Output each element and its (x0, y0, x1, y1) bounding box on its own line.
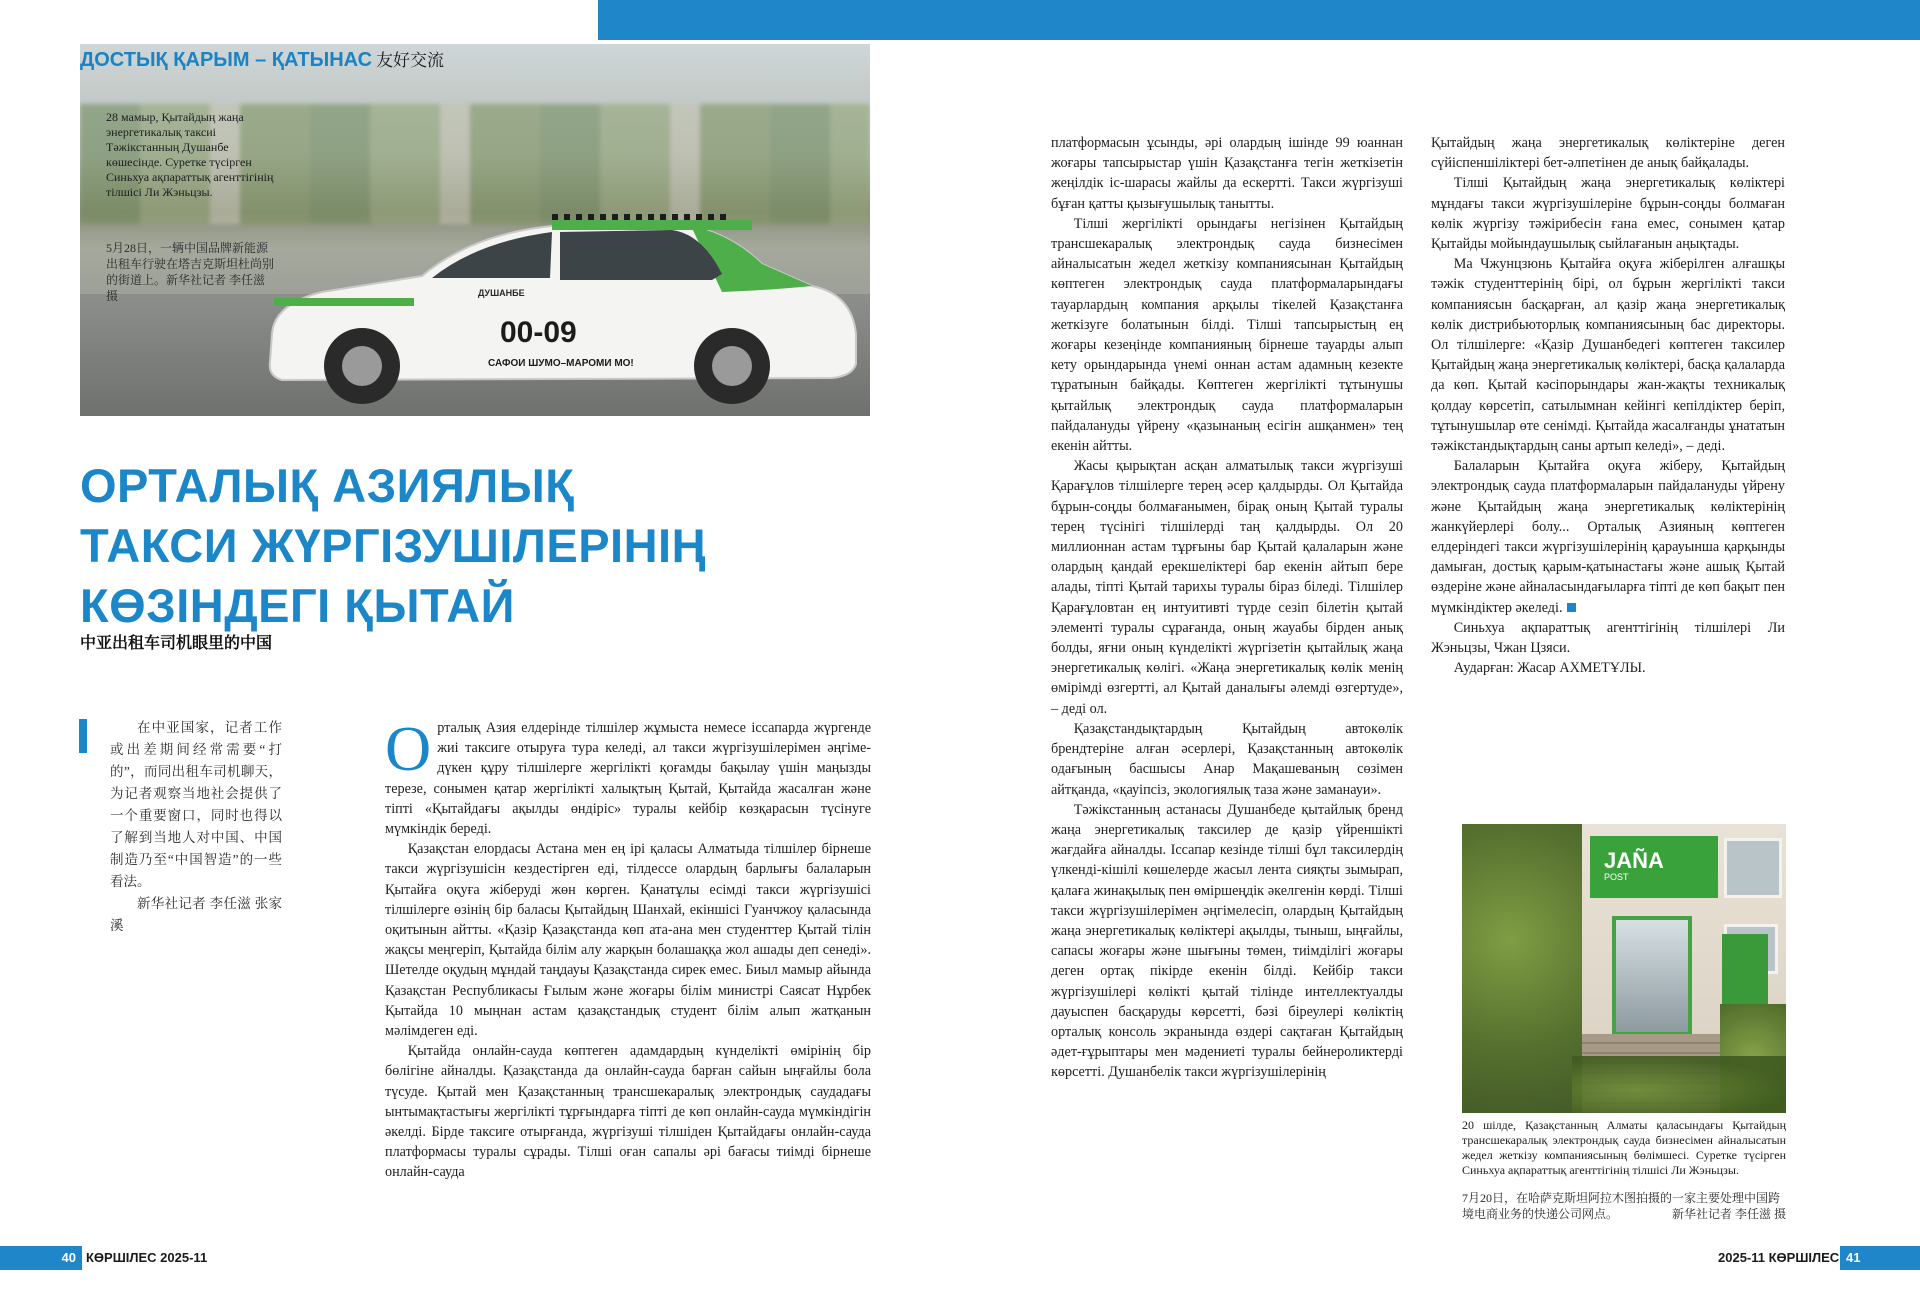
taxi-car-illustration (252, 194, 862, 409)
photo-tree-left (1462, 824, 1582, 1113)
paragraph: Тілші жергілікті орындағы негізінен Қытайдың трансшекаралық электрондық сауда бизнесімен айналысатын жедел жеткізу компаниясынан Қытайдың көптеген электрондық сауда платформаларындағы тауарлардың компания арқылы тікелей Қазақстанға жеткізуге болатынын білді. Тілші тапсырыстың ең жоғары кезеңінде компанияның бірнеше тауарды алып кету орындарында үнемі оннан астам адамның кезекте тұратынын байқады. Көптеген жергілікті тұтынушы қытайлық электрондық сауда платформаларын пайдалануды үйрену «қазынаның есігін ашқанмен» тең екенін айтты. (1051, 215, 1403, 455)
article-column-2 (1051, 133, 1403, 1083)
hero-caption-cn: 5月28日，一辆中国品牌新能源出租车行驶在塔吉克斯坦杜尚别的街道上。新华社记者 李任滋 摄 (106, 241, 275, 303)
photo-door (1612, 916, 1692, 1036)
top-accent-bar (598, 0, 1920, 40)
article-column-3 (1431, 133, 1785, 678)
car-phone-number: 00-09 (500, 316, 577, 349)
page-number-left: 40 (0, 1246, 82, 1270)
paragraph: платформасын ұсынды, әрі олардың ішінде 99 юаннан жоғары тапсырыстар үшін Қазақстанға тегін жеткізетін жеңілдік іс-шарасы жайлы да ескертті. Такси жүргізуші бұған қатты қызығушылық танытты. (1051, 135, 1403, 212)
footer-right-text: 2025-11 КӨРШІЛЕС (1718, 1250, 1840, 1265)
sign-text: JAÑA (1604, 848, 1664, 873)
paragraph-final (1431, 456, 1785, 618)
paragraph-final-text: Балаларын Қытайға оқуға жіберу, Қытайдың электрондық сауда платформаларын пайдалануды үйрену және Қытайдың жаңа энергетикалық көліктерінің жанкүйерлері болу... Орталық Азияның көптеген елдеріндегі такси жүргізушілерінің қарауынша қарқынды дамыған, достық қарым-қатынастағы және ашық Қытай өздеріне және айналасындағыларға тіпті де көп бақыт пен мүмкіндіктер әкеледі. (1431, 458, 1785, 616)
car-slogan: САФОИ ШУМО–МАРОМИ МО! (488, 358, 634, 369)
section-tag-kz: ДОСТЫҚ ҚАРЫМ – ҚАТЫНАС (80, 49, 373, 71)
title-line: ОРТАЛЫҚ АЗИЯЛЫҚ (80, 459, 575, 512)
footer-left-text: КӨРШІЛЕС 2025-11 (86, 1250, 208, 1265)
end-mark-icon (1567, 603, 1576, 612)
title-line: КӨЗІНДЕГІ ҚЫТАЙ (80, 579, 515, 632)
paragraph: рталық Азия елдерінде тілшілер жұмыста немесе іссапарда жүргенде жиі таксиге отыруға тура келеді, ал такси жүргізушілерімен әңгіме-дүкен құру тілшілерге жергілікті қоғамды бақылау үшін маңызды терезе, сонымен қатар жергілікті халықтың Қытай, Қытайда жасалған және тіпті «Қытайдағы ақылды өндіріс» туралы кейбір көзқарасын түсінуге мүмкіндік береді. (385, 720, 871, 838)
jana-post-sign (1590, 836, 1718, 898)
drop-cap: О (385, 713, 432, 784)
section-tag-cn: 友好交流 (376, 51, 445, 70)
article-subtitle-cn: 中亚出租车司机眼里的中国 (80, 635, 273, 652)
article-column-1 (385, 713, 871, 1183)
page-number-right: 41 (1840, 1246, 1920, 1270)
photo2-credit-cn: 新华社记者 李任滋 摄 (1671, 1207, 1786, 1221)
post-office-photo (1462, 824, 1786, 1113)
hero-caption-kz: 28 мамыр, Қытайдың жаңа энергетикалық таксиі Тәжікстанның Душанбе көшесінде. Суретке түсірген Синьхуа ақпараттық агенттігінің тілшісі Ли Жэньцзы. (106, 110, 274, 199)
byline: Синьхуа ақпараттық агенттігінің тілшілері Ли Жэньцзы, Чжан Цзяси. (1431, 619, 1785, 657)
car-city-text: ДУШАНБЕ (478, 288, 525, 298)
paragraph: Қазақстандықтардың Қытайдың автокөлік брендтеріне алған әсерлері, Қазақстанның автокөлік одағының басшысы Анар Мақашеваның сөзімен айтқанда, «қауіпсіз, экологиялық таза және заманауи». (1051, 720, 1403, 798)
paragraph: Ма Чжунцзюнь Қытайға оқуға жіберілген алғашқы тәжік студенттерінің бірі, ол бұрын жергілікті такси компаниясын басқарған, ал қазір жаңа энергетикалық көлік дистрибьюторлық компаниясының бас директоры. Ол тілшілерге: «Қазір Душанбедегі көптеген таксилер Қытайдың жаңа энергетикалық көліктері, басқа қалаларда да көп. Қытай кәсіпорындары жан-жақты техникалық қолдау көрсетіп, сатылымнан кейінгі кепілдіктер беріп, тұтынушылар өте сенімді. Қытайда жасалғанды ұнататын тәжікстандықтардың саны артып келеді», – деді. (1431, 256, 1785, 455)
title-line: ТАКСИ ЖҮРГІЗУШІЛЕРІНІҢ (80, 519, 707, 572)
photo2-caption-cn (1462, 1190, 1786, 1222)
paragraph: Тәжікстанның астанасы Душанбеде қытайлық бренд жаңа энергетикалық таксилер де қазір үйреншікті жағдайға айналды. Іссапар кезінде тілші бұл таксилердің үлкенді-кішілі көшелерде жасыл лента сияқты зымырап, қалаға жинақылық пен өміршеңдік әкелгенін көрді. Тілші такси жүргізушілерімен әңгімелесіп, олардың Қытайдың жаңа энергетикалық көліктері ақылды, тыныш, ыңғайлы, сапасы жоғары және шығыны төмен, тиімділігі жоғары деген ортақ пікірде екенін білді. Кейбір такси жүргізушілері көлікті қытай тілінде интеллектуалды дауыспен басқаруды көрсетті, бәзі біреулері көліктің орталық консоль экранында өздері сақтаған Қытайдың әдет-ғұрыптары мен мәдениеті туралы бейнероликтерді көрсетті. Душанбелік такси жүргізушілерінің (1051, 801, 1403, 1081)
photo2-caption-cn-text: 7月20日，在哈萨克斯坦阿拉木图拍摄的一家主要处理中国跨境电商业务的快递公司网点。 (1462, 1191, 1781, 1221)
translator: Аударған: Жасар АХМЕТҰЛЫ. (1453, 660, 1646, 677)
paragraph: Қытайда онлайн-сауда көптеген адамдардың күнделікті өмірінің бір бөлігіне айналды. Қазақстанда да онлайн-сауда барған сайын ыңғайлы бола түсуде. Қытай мен Қазақстанның трансшекаралық электрондық саудадағы ынтымақтастығы жергілікті тұрғындарға тіпті де көп онлайн-сауда мүмкіндігін әкелді. Бірде таксиге отырғанда, жүргізуші тілшіден Қытайдағы онлайн-сауда платформасы туралы сұрады. Тілші оған сапалы әрі бағасы тиімді бірнеше онлайн-сауда (385, 1043, 871, 1181)
sign-subtext: POST (1604, 872, 1629, 882)
intro-cn (110, 717, 282, 937)
section-tag (80, 46, 444, 72)
paragraph: Жасы қырықтан асқан алматылық такси жүргізуші Қарағұлов тілшілерге терең әсер қалдырды. Ол Қытайда бұрын-соңды болмағанымен, бірақ оның Қытай туралы терең түсінігі тілшілерді таң қалдырды. Ол 20 миллионнан астам тұрғыны бар Қытай қалаларын және олардың қандай ерекшеліктері бар екенін айтып бере алады, тіпті Қытай тарихы туралы біраз біледі. Тілшілер Қарағұловтан ең интуитивті түрде сезіп білетін қытай элементі туралы сұрағанда, оның жауабы бірден анық болды, яғни оның күнделікті жүргізетін қытайлық жаңа энергетикалық көлігі. «Жаңа энергетикалық көлік менің өмірімді өзгертті, ал Қытай даналығы әлемді өзгертуде», – деді ол. (1051, 458, 1403, 717)
hero-photo (80, 44, 870, 416)
photo2-caption-kz: 20 шілде, Қазақстанның Алматы қаласындағы Қытайдың трансшекаралық электрондық сауда бизнесімен айналысатын жедел жеткізу компаниясының бөлімшесі. Суретке түсірген Синьхуа ақпараттық агенттігінің тілшісі Ли Жэньцзы. (1462, 1118, 1786, 1177)
paragraph: Қазақстан елордасы Астана мен ең ірі қаласы Алматыда тілшілер бірнеше такси жүргізушісін кездестірген еді, тілдессе олардың барлығы балаларын Қытайға оқуға жіберуді жөн көрген. Қанатұлы есімді такси жүргізушісі тілшілерге өзінің бір баласы Қытайдың Шанхай, екіншісі Гуанчжоу қаласында оқитынын айтты. «Қазір Қазақстанда көп ата-ана мен студенттер Қытай тілін жақсы меңгеріп, Қытайда білім алу жарқын болашаққа жол ашады деп сенеді». Шетелде оқудың мұндай таңдауы Қазақстанда сирек емес. Биыл мамыр айында Қазақстан Республикасы Ғылым және жоғары білім министрі Саясат Нұрбек Қытайда 10 мыңнан астам қазақстандық студент білім алып жатқанын мәлімдеген еді. (385, 841, 871, 1040)
article-title (80, 456, 780, 636)
paragraph: Қытайдың жаңа энергетикалық көліктеріне деген сүйіспеншіліктері бет-әлпетінен де анық байқалады. (1431, 135, 1785, 172)
paragraph: Тілші Қытайдың жаңа энергетикалық көліктері мұндағы такси жүргізушілеріне бұрын-соңды болмаған көлік жүргізу тәжірибесін ғана емес, сонымен қатар Қытайды мойындаушылық сыйлағанын аңықтады. (1431, 175, 1785, 253)
intro-accent-bar (79, 719, 87, 753)
photo-window (1724, 838, 1782, 898)
intro-paragraph: 在中亚国家，记者工作或出差期间经常需要“打的”，而同出租车司机聊天，为记者观察当地社会提供了一个重要窗口，同时也得以了解到当地人对中国、中国制造乃至“中国智造”的一些看法。 (110, 720, 282, 889)
photo-bushes (1572, 1056, 1786, 1113)
intro-byline: 新华社记者 李任滋 张家溪 (110, 896, 282, 933)
